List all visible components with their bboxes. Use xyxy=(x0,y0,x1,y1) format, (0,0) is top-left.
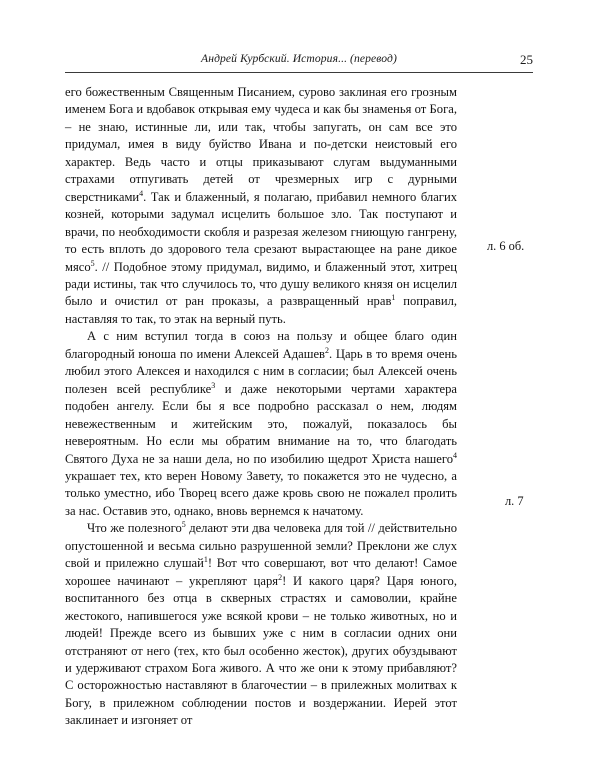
footnote-marker: 1 xyxy=(203,555,208,565)
footnote-marker: 4 xyxy=(453,450,457,460)
footnote-marker: 4 xyxy=(139,188,144,198)
body-text-column xyxy=(65,84,457,730)
footnote-marker: 2 xyxy=(278,572,283,582)
footnote-marker: 5 xyxy=(181,520,186,530)
paragraph: А с ним вступил тогда в союз на пользу и общее благо один благородный юноша по имени Алексей Адашев$^2$. Царь в то время очень любил этого Алексея и находился с ним в согласии; был Алексей очень полезен всей республике$^3$ и даже некоторыми чертами характера подобен ангелу. Если бы я все подробно рассказал о нем, людям невежественным и житейским это, пожалуй, показалось бы невероятным. Но если мы обратим внимание на то, что благодать Святого Духа не за наши дела, но по изобилию щедрот Христа нашего$^4$ украшает тех, кто верен Новому Завету, то покажется это не чудесно, а только уместно, ибо Творец всего даже кровь свою не пожалел пролить за нас. Оставив это, однако, вновь вернемся к начатому. xyxy=(65,329,457,518)
paragraph: Что же полезного$^5$ делают эти два человека для той // действительно опустошенной и весьма сильно разрушенной земли? Преклони же слух свой и прилежно слушай$^1$! Вот что совершают, вот что делают! Самое хорошее начинают – укрепляют царя$^2$! И какого царя? Царя юного, воспитанного без отца в скверных страстях и самоволии, крайне жестокого, напившегося уже всякой крови – не только животных, но и людей! Прежде всего из бывших уже с ним в согласии одних они отстраняют от него (тех, кто был особенно жесток), других обуздывают и удерживают страхом Бога живого. А что же они к этому прибавляют? С осторожностью наставляют в благочестии – в прилежных молитвах к Богу, в прилежном соблюдении постов и воздержании. Иерей этот заклинает и изгоняет от xyxy=(65,520,458,728)
margin-folio-note: л. 7 xyxy=(505,494,524,508)
running-head-title: Андрей Курбский. История... (перевод) xyxy=(201,52,397,65)
margin-folio-note: л. 6 об. xyxy=(487,239,525,253)
footnote-marker: 3 xyxy=(211,380,216,390)
running-head xyxy=(65,52,533,70)
header-rule xyxy=(65,72,533,73)
paragraph: его божественным Священным Писанием, сурово заклиная его грозным именем Бога и вдобавок открывая ему чудеса и как бы знаменья от Бога, – не знаю, истинные ли, или так, чтобы запугать, он сам все это придумал, имея в виду буйство Ивана и по-детски неистовый его характер. Ведь часто и отцы приказывают слугам выдуманными страхами отпугивать детей от чрезмерных игр с дурными сверстниками$^4$. Так и блаженный, я полагаю, прибавил немного благих козней, которыми задумал исцелить большое зло. Так поступают и врачи, по необходимости скобля и разрезая железом гниющую гангрену, то есть вплоть до здорового тела срезают вырастающее на ране дикое мясо$^5$. // Подобное этому придумал, видимо, и блаженный этот, хитрец ради истины, так что случилось то, что душу великого князя он исцелил было и очистил от ран проказы, а развращенный нрав$^1$ поправил, наставляя то так, то этак на верный путь. xyxy=(65,85,458,326)
footnote-marker: 2 xyxy=(325,345,329,355)
footnote-marker: 1 xyxy=(391,293,396,303)
footnote-marker: 5 xyxy=(90,258,95,268)
page-number: 25 xyxy=(520,52,533,67)
